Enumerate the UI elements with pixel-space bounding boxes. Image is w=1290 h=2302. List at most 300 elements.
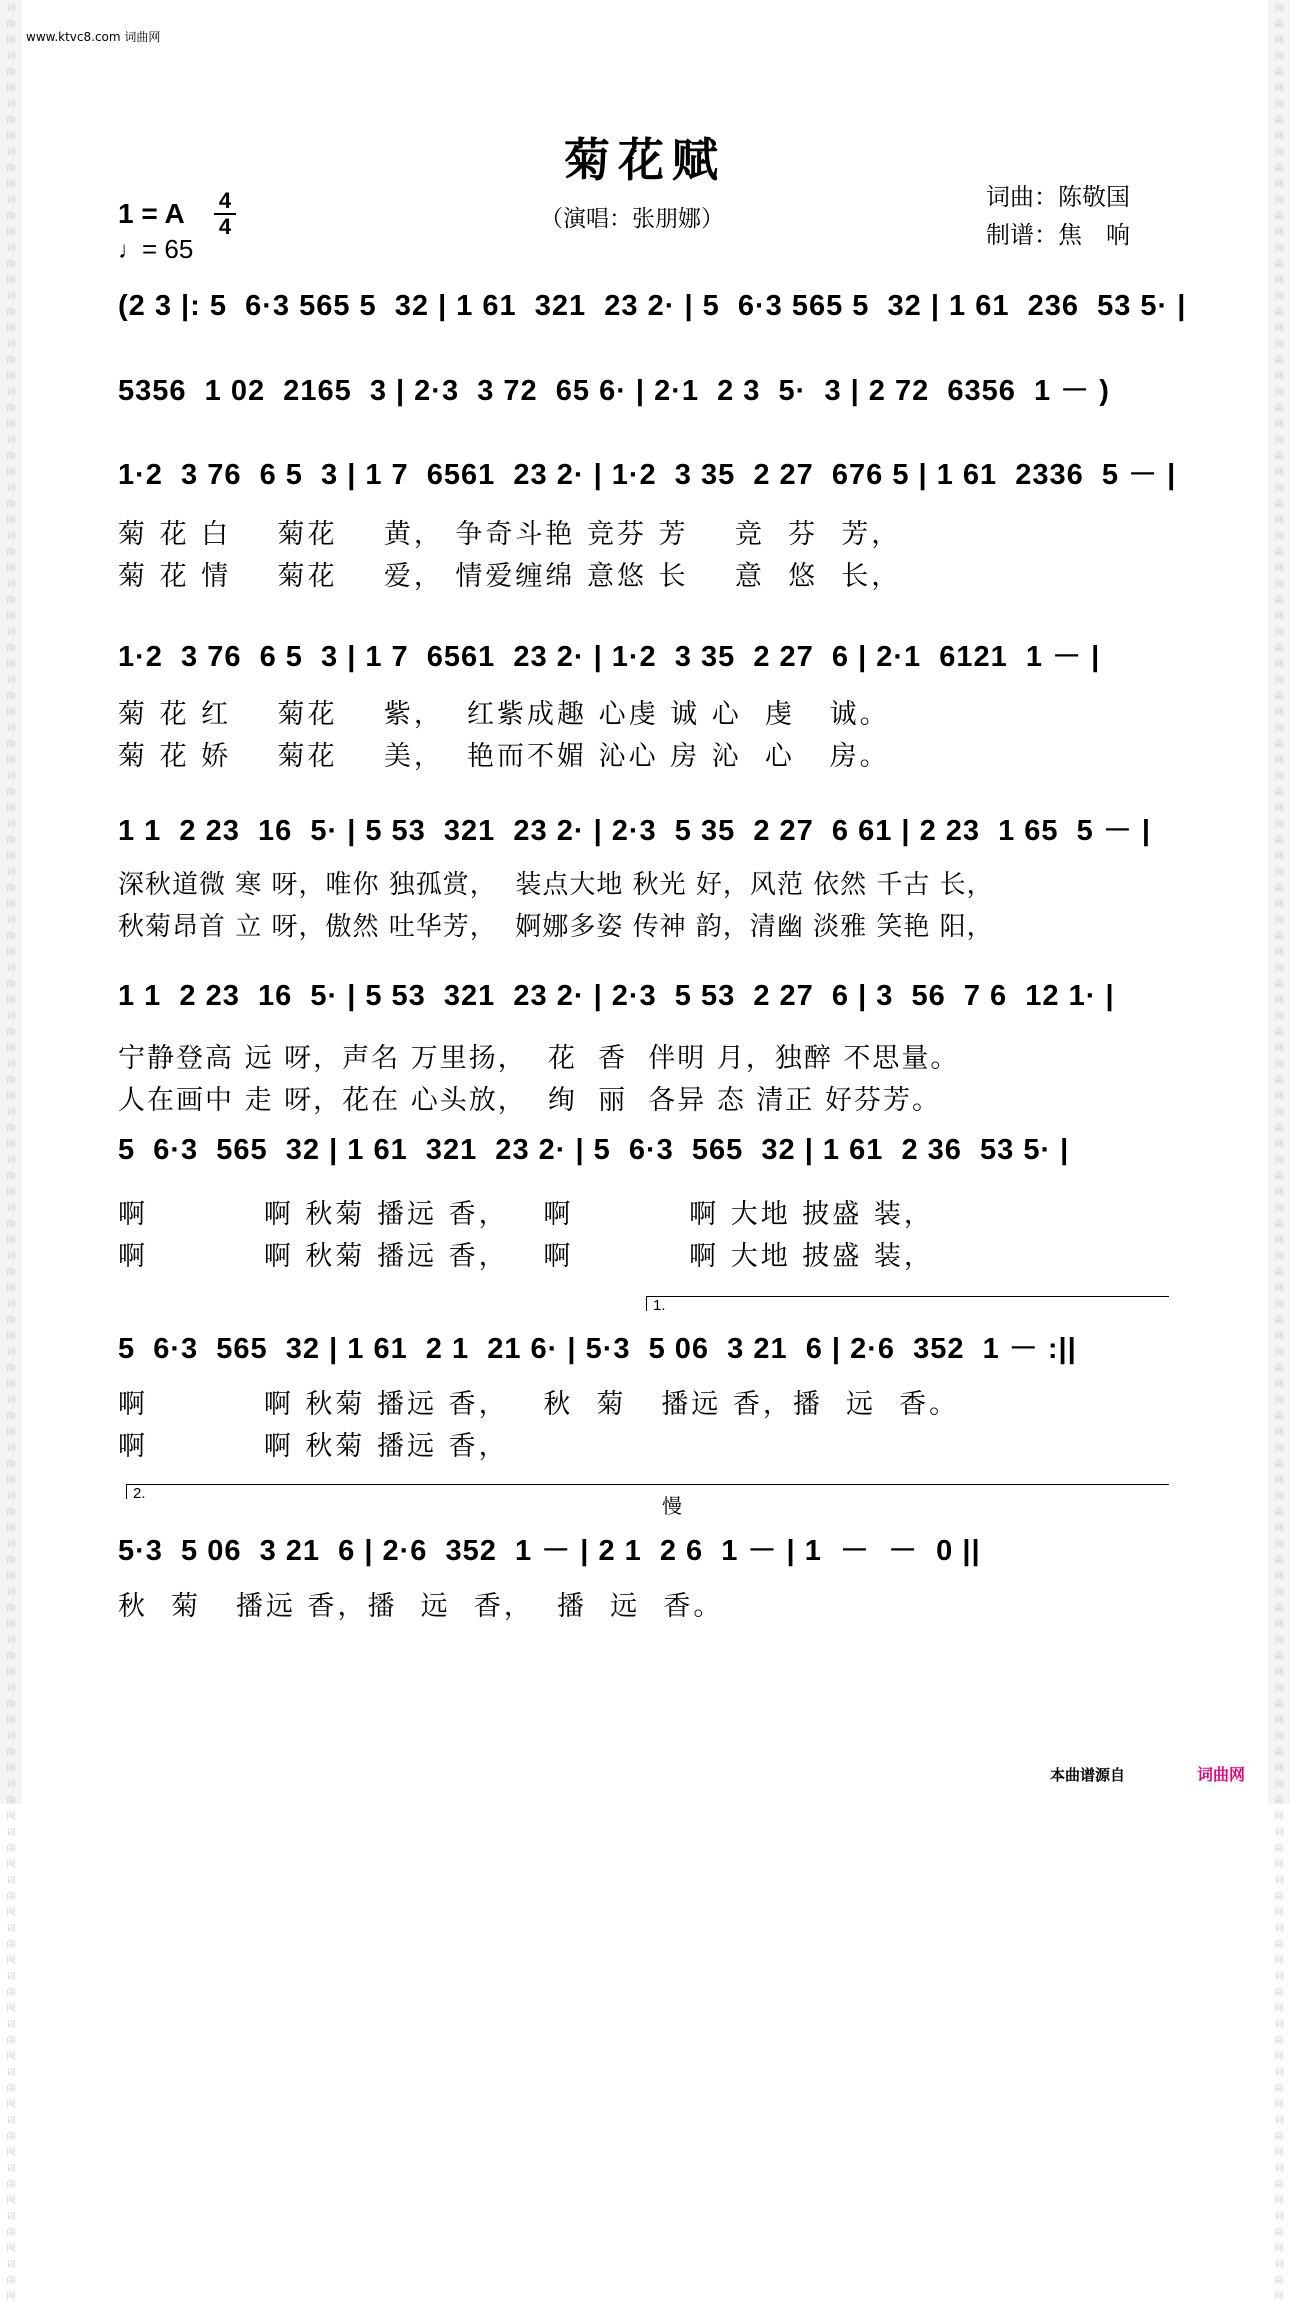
watermark-glyph: 曲 (1274, 20, 1284, 30)
watermark-glyph: 曲 (1274, 1220, 1284, 1230)
watermark-glyph: 网 (1274, 804, 1284, 814)
watermark-glyph: 曲 (6, 1748, 16, 1758)
watermark-glyph: 词 (1274, 1108, 1284, 1118)
watermark-glyph: 词 (1274, 100, 1284, 110)
lyric-verse-2: 啊 啊 秋菊 播远 香， 啊 啊 大地 披盛 装， (118, 1241, 934, 1272)
watermark-glyph: 网 (1274, 1812, 1284, 1822)
watermark-glyph: 网 (1274, 2292, 1284, 2302)
watermark-glyph: 网 (6, 1284, 16, 1294)
watermark-glyph: 曲 (1274, 644, 1284, 654)
watermark-glyph: 网 (6, 2004, 16, 2014)
watermark-glyph: 网 (1274, 1524, 1284, 1534)
watermark-glyph: 网 (6, 2148, 16, 2158)
watermark-glyph: 网 (6, 1956, 16, 1966)
notation: (2 3 |: 5 6·3 565 5 32 | 1 61 321 23 2· | 5 6·3 565 5 32 | 1 61 236 53 5· | (118, 290, 1187, 322)
watermark-glyph: 曲 (1274, 884, 1284, 894)
watermark-glyph: 曲 (1274, 1796, 1284, 1806)
watermark-glyph: 词 (6, 2212, 16, 2222)
watermark-glyph: 词 (1274, 724, 1284, 734)
watermark-glyph: 网 (6, 756, 16, 766)
watermark-glyph: 词 (6, 2020, 16, 2030)
watermark-glyph: 词 (1274, 1540, 1284, 1550)
watermark-glyph: 词 (6, 772, 16, 782)
watermark-glyph: 词 (6, 292, 16, 302)
watermark-glyph: 词 (1274, 2260, 1284, 2270)
watermark-glyph: 网 (6, 612, 16, 622)
watermark-glyph: 曲 (1274, 1604, 1284, 1614)
watermark-glyph: 曲 (6, 1892, 16, 1902)
watermark-glyph: 曲 (6, 836, 16, 846)
watermark-glyph: 网 (6, 1716, 16, 1726)
watermark-glyph: 曲 (6, 452, 16, 462)
lyric-verse-1: 啊 啊 秋菊 播远 香， 啊 啊 大地 披盛 装， (118, 1199, 934, 1230)
watermark-glyph: 网 (1274, 228, 1284, 238)
watermark-glyph: 网 (1274, 1428, 1284, 1438)
watermark-glyph: 曲 (6, 980, 16, 990)
score-line-3 (118, 452, 1177, 602)
watermark-glyph: 曲 (6, 1988, 16, 1998)
watermark-glyph: 网 (6, 228, 16, 238)
lyric-verse-2: 菊 花 情 菊花 爱， 情爱缠绵 意悠 长 意 悠 长， (118, 561, 902, 592)
watermark-glyph: 网 (6, 1620, 16, 1630)
watermark-glyph: 曲 (1274, 1460, 1284, 1470)
watermark-glyph: 曲 (6, 1172, 16, 1182)
watermark-glyph: 网 (1274, 2100, 1284, 2110)
watermark-glyph: 词 (1274, 1252, 1284, 1262)
watermark-glyph: 网 (6, 468, 16, 478)
watermark-glyph: 词 (6, 1060, 16, 1070)
watermark-glyph: 曲 (1274, 68, 1284, 78)
watermark-glyph: 词 (6, 1732, 16, 1742)
watermark-glyph: 网 (6, 1908, 16, 1918)
watermark-glyph: 网 (1274, 1764, 1284, 1774)
watermark-glyph: 词 (6, 4, 16, 14)
watermark-glyph: 词 (1274, 1876, 1284, 1886)
watermark-glyph: 网 (6, 1860, 16, 1870)
watermark-glyph: 词 (6, 1972, 16, 1982)
watermark-glyph: 曲 (6, 1844, 16, 1854)
watermark-glyph: 网 (6, 948, 16, 958)
watermark-glyph: 网 (6, 900, 16, 910)
watermark-glyph: 词 (1274, 196, 1284, 206)
second-ending-bracket: 2. (126, 1484, 1169, 1499)
watermark-glyph: 网 (6, 1572, 16, 1582)
watermark-glyph: 网 (6, 1812, 16, 1822)
watermark-glyph: 网 (6, 2292, 16, 2302)
watermark-glyph: 曲 (6, 740, 16, 750)
watermark-glyph: 曲 (6, 1268, 16, 1278)
watermark-glyph: 词 (6, 244, 16, 254)
watermark-glyph: 曲 (1274, 116, 1284, 126)
watermark-glyph: 网 (6, 1524, 16, 1534)
watermark-glyph: 词 (6, 916, 16, 926)
watermark-glyph: 曲 (6, 1028, 16, 1038)
score-line-1 (118, 290, 1187, 360)
watermark-glyph: 网 (6, 1380, 16, 1390)
notation: 5356 1 02 2165 3 | 2·3 3 72 65 6· | 2·1 2 3 5· 3 | 2 72 6356 1 － ) (118, 375, 1110, 407)
notation: 1·2 3 76 6 5 3 | 1 7 6561 23 2· | 1·2 3 35 2 27 676 5 | 1 61 2336 5 － | (118, 459, 1177, 491)
watermark-glyph: 曲 (1274, 452, 1284, 462)
watermark-glyph: 曲 (1274, 1892, 1284, 1902)
watermark-glyph: 网 (1274, 1140, 1284, 1150)
watermark-glyph: 词 (1274, 1204, 1284, 1214)
watermark-glyph: 词 (1274, 2020, 1284, 2030)
watermark-glyph: 曲 (6, 1364, 16, 1374)
watermark-glyph: 曲 (6, 1508, 16, 1518)
singer-credit: （演唱：张朋娜） (540, 206, 724, 232)
watermark-glyph: 词 (1274, 532, 1284, 542)
watermark-glyph: 词 (6, 820, 16, 830)
watermark-glyph: 曲 (6, 1076, 16, 1086)
watermark-glyph: 词 (1274, 868, 1284, 878)
watermark-glyph: 词 (6, 1876, 16, 1886)
lyric-verse-2: 秋菊昂首 立 呀，傲然 吐华芳， 婀娜多姿 传神 韵，清幽 淡雅 笑艳 阳， (118, 912, 994, 942)
watermark-glyph: 词 (1274, 916, 1284, 926)
watermark-glyph: 网 (6, 1428, 16, 1438)
footer-site-link[interactable]: 词曲网 (1197, 1765, 1246, 1784)
watermark-glyph: 网 (6, 516, 16, 526)
watermark-glyph: 网 (1274, 372, 1284, 382)
watermark-glyph: 词 (6, 388, 16, 398)
tempo-slow-mark: 慢 (662, 1494, 682, 1518)
watermark-glyph: 词 (1274, 2212, 1284, 2222)
watermark-glyph: 网 (1274, 1236, 1284, 1246)
watermark-glyph: 词 (6, 1300, 16, 1310)
watermark-glyph: 曲 (1274, 260, 1284, 270)
watermark-glyph: 词 (6, 1252, 16, 1262)
watermark-glyph: 词 (6, 868, 16, 878)
watermark-glyph: 词 (6, 1348, 16, 1358)
watermark-glyph: 词 (6, 628, 16, 638)
left-watermark-strip (0, 0, 22, 2302)
watermark-glyph: 词 (6, 2068, 16, 2078)
watermark-glyph: 曲 (6, 1796, 16, 1806)
watermark-glyph: 曲 (1274, 2132, 1284, 2142)
watermark-glyph: 曲 (1274, 2180, 1284, 2190)
watermark-glyph: 网 (1274, 1860, 1284, 1870)
watermark-glyph: 曲 (6, 1652, 16, 1662)
watermark-glyph: 曲 (1274, 1076, 1284, 1086)
watermark-glyph: 词 (6, 1828, 16, 1838)
watermark-glyph: 曲 (6, 164, 16, 174)
watermark-glyph: 词 (6, 2164, 16, 2174)
time-top: 4 (218, 188, 232, 213)
lyric-verse-1: 菊 花 白 菊花 黄， 争奇斗艳 竞芬 芳 竞 芬 芳， (118, 519, 902, 550)
lyric-verse-2: 啊 啊 秋菊 播远 香， (118, 1431, 509, 1462)
watermark-glyph: 曲 (6, 260, 16, 270)
watermark-glyph: 网 (1274, 900, 1284, 910)
watermark-glyph: 词 (1274, 1012, 1284, 1022)
watermark-glyph: 网 (6, 1092, 16, 1102)
watermark-glyph: 曲 (1274, 1940, 1284, 1950)
source-url[interactable]: www.ktvc8.com 词曲网 (26, 30, 161, 44)
watermark-glyph: 曲 (1274, 1700, 1284, 1710)
watermark-glyph: 网 (1274, 516, 1284, 526)
watermark-glyph: 网 (1274, 1668, 1284, 1678)
watermark-glyph: 曲 (6, 2084, 16, 2094)
lyric-verse-1: 宁静登高 远 呀，声名 万里扬， 花 香 伴明 月，独醉 不思量。 (118, 1043, 960, 1074)
lyricist-composer: 词曲：陈敬国 (986, 183, 1130, 211)
watermark-glyph: 曲 (1274, 1844, 1284, 1854)
watermark-glyph: 曲 (6, 692, 16, 702)
watermark-glyph: 网 (1274, 84, 1284, 94)
watermark-glyph: 词 (1274, 52, 1284, 62)
notation: 5 6·3 565 32 | 1 61 2 1 21 6· | 5·3 5 06 3 21 6 | 2·6 352 1 － :|| (118, 1333, 1077, 1365)
watermark-glyph: 曲 (6, 1124, 16, 1134)
watermark-glyph: 网 (1274, 1620, 1284, 1630)
notation: 1 1 2 23 16 5· | 5 53 321 23 2· | 2·3 5 35 2 27 6 61 | 2 23 1 65 5 － | (118, 815, 1152, 847)
watermark-glyph: 曲 (6, 788, 16, 798)
watermark-glyph: 曲 (6, 644, 16, 654)
notation: 5 6·3 565 32 | 1 61 321 23 2· | 5 6·3 565 32 | 1 61 2 36 53 5· | (118, 1134, 1070, 1166)
watermark-glyph: 网 (1274, 1044, 1284, 1054)
credits (986, 178, 1130, 254)
watermark-glyph: 网 (6, 1764, 16, 1774)
watermark-glyph: 曲 (1274, 1172, 1284, 1182)
watermark-glyph: 词 (1274, 820, 1284, 830)
watermark-glyph: 词 (6, 148, 16, 158)
watermark-glyph: 曲 (1274, 356, 1284, 366)
watermark-glyph: 词 (1274, 4, 1284, 14)
watermark-glyph: 词 (6, 580, 16, 590)
watermark-glyph: 词 (1274, 340, 1284, 350)
watermark-glyph: 曲 (6, 2228, 16, 2238)
watermark-glyph: 曲 (1274, 1748, 1284, 1758)
watermark-glyph: 词 (6, 340, 16, 350)
watermark-glyph: 词 (6, 484, 16, 494)
watermark-glyph: 词 (6, 1588, 16, 1598)
watermark-glyph: 网 (6, 1236, 16, 1246)
watermark-glyph: 网 (6, 180, 16, 190)
notation: 1·2 3 76 6 5 3 | 1 7 6561 23 2· | 1·2 3 35 2 27 6 | 2·1 6121 1 － | (118, 641, 1101, 673)
watermark-glyph: 网 (6, 660, 16, 670)
score-line-8 (118, 1326, 1173, 1476)
watermark-glyph: 词 (1274, 292, 1284, 302)
watermark-glyph: 词 (6, 1540, 16, 1550)
watermark-glyph: 词 (1274, 1300, 1284, 1310)
lyric-verse-1: 菊 花 红 菊花 紫， 红紫成趣 心虔 诚 心 虔 诚。 (118, 699, 890, 730)
notation: 5·3 5 06 3 21 6 | 2·6 352 1 － | 2 1 2 6 1 － | 1 － － 0 || (118, 1535, 981, 1567)
watermark-glyph: 曲 (1274, 2084, 1284, 2094)
watermark-glyph: 曲 (6, 1460, 16, 1470)
watermark-glyph: 曲 (6, 20, 16, 30)
watermark-glyph: 曲 (1274, 740, 1284, 750)
watermark-glyph: 词 (6, 532, 16, 542)
watermark-glyph: 词 (6, 724, 16, 734)
watermark-glyph: 网 (1274, 948, 1284, 958)
tempo-value: = 65 (142, 234, 194, 264)
score-line-6 (118, 980, 1173, 1130)
watermark-glyph: 网 (1274, 2052, 1284, 2062)
watermark-glyph: 词 (1274, 1444, 1284, 1454)
watermark-glyph: 词 (1274, 388, 1284, 398)
watermark-glyph: 网 (1274, 132, 1284, 142)
watermark-glyph: 曲 (6, 884, 16, 894)
watermark-glyph: 词 (1274, 1972, 1284, 1982)
lyric-verse-2: 菊 花 娇 菊花 美， 艳而不媚 沁心 房 沁 心 房。 (118, 741, 890, 772)
watermark-glyph: 曲 (6, 2180, 16, 2190)
watermark-glyph: 网 (6, 2196, 16, 2206)
watermark-glyph: 网 (6, 1044, 16, 1054)
song-title: 菊花赋 (564, 133, 726, 187)
watermark-glyph: 词 (1274, 1348, 1284, 1358)
watermark-glyph: 曲 (1274, 1652, 1284, 1662)
watermark-glyph: 曲 (6, 356, 16, 366)
right-watermark-strip (1268, 0, 1290, 2302)
watermark-glyph: 网 (1274, 756, 1284, 766)
watermark-glyph: 网 (6, 84, 16, 94)
watermark-glyph: 曲 (1274, 596, 1284, 606)
watermark-glyph: 词 (6, 1684, 16, 1694)
key-signature: 1 = A (118, 198, 185, 229)
watermark-glyph: 网 (1274, 660, 1284, 670)
watermark-glyph: 曲 (1274, 1316, 1284, 1326)
score-line-5 (118, 808, 1173, 958)
watermark-glyph: 曲 (1274, 2276, 1284, 2286)
watermark-glyph: 曲 (6, 548, 16, 558)
watermark-glyph: 网 (1274, 2148, 1284, 2158)
watermark-glyph: 曲 (1274, 836, 1284, 846)
watermark-glyph: 网 (6, 372, 16, 382)
watermark-glyph: 词 (1274, 1732, 1284, 1742)
watermark-glyph: 网 (6, 564, 16, 574)
score-line-2 (118, 368, 1173, 438)
watermark-glyph: 网 (6, 996, 16, 1006)
watermark-glyph: 词 (1274, 2164, 1284, 2174)
watermark-glyph: 词 (6, 1156, 16, 1166)
watermark-glyph: 曲 (6, 932, 16, 942)
watermark-glyph: 网 (6, 708, 16, 718)
watermark-glyph: 词 (6, 436, 16, 446)
watermark-glyph: 曲 (6, 1412, 16, 1422)
watermark-glyph: 网 (1274, 2196, 1284, 2206)
watermark-glyph: 词 (1274, 1828, 1284, 1838)
watermark-glyph: 词 (1274, 2068, 1284, 2078)
lyric-verse-1: 啊 啊 秋菊 播远 香， 秋 菊 播远 香，播 远 香。 (118, 1389, 960, 1420)
watermark-glyph: 网 (1274, 1092, 1284, 1102)
watermark-glyph: 网 (1274, 1956, 1284, 1966)
watermark-glyph: 曲 (1274, 1124, 1284, 1134)
watermark-glyph: 词 (1274, 484, 1284, 494)
watermark-glyph: 曲 (1274, 788, 1284, 798)
watermark-glyph: 网 (6, 1476, 16, 1486)
watermark-glyph: 网 (1274, 1476, 1284, 1486)
watermark-glyph: 曲 (6, 308, 16, 318)
watermark-glyph: 词 (6, 1780, 16, 1790)
watermark-glyph: 网 (1274, 1284, 1284, 1294)
watermark-glyph: 曲 (6, 1556, 16, 1566)
watermark-glyph: 词 (1274, 1588, 1284, 1598)
time-bottom: 4 (218, 214, 232, 239)
watermark-glyph: 词 (1274, 1636, 1284, 1646)
watermark-glyph: 词 (6, 1012, 16, 1022)
watermark-glyph: 曲 (1274, 1268, 1284, 1278)
watermark-glyph: 词 (1274, 628, 1284, 638)
watermark-glyph: 网 (6, 1332, 16, 1342)
watermark-glyph: 曲 (1274, 1028, 1284, 1038)
watermark-glyph: 网 (1274, 564, 1284, 574)
watermark-glyph: 网 (1274, 180, 1284, 190)
watermark-glyph: 词 (1274, 964, 1284, 974)
notation: 1 1 2 23 16 5· | 5 53 321 23 2· | 2·3 5 53 2 27 6 | 3 56 7 6 12 1· | (118, 980, 1115, 1012)
watermark-glyph: 曲 (6, 1316, 16, 1326)
watermark-glyph: 网 (1274, 1380, 1284, 1390)
watermark-glyph: 曲 (6, 2036, 16, 2046)
watermark-glyph: 曲 (6, 212, 16, 222)
watermark-glyph: 曲 (6, 1220, 16, 1230)
watermark-glyph: 网 (6, 1140, 16, 1150)
watermark-glyph: 网 (6, 2100, 16, 2110)
watermark-glyph: 词 (6, 100, 16, 110)
watermark-glyph: 曲 (1274, 980, 1284, 990)
watermark-glyph: 曲 (1274, 932, 1284, 942)
watermark-glyph: 词 (6, 1396, 16, 1406)
watermark-glyph: 网 (1274, 2244, 1284, 2254)
watermark-glyph: 网 (1274, 420, 1284, 430)
watermark-glyph: 曲 (1274, 692, 1284, 702)
watermark-glyph: 词 (6, 1204, 16, 1214)
watermark-glyph: 曲 (1274, 500, 1284, 510)
score-line-7 (118, 1134, 1173, 1284)
watermark-glyph: 曲 (6, 2276, 16, 2286)
watermark-glyph: 词 (6, 196, 16, 206)
footer-source-label: 本曲谱源自 (1050, 1766, 1126, 1784)
watermark-glyph: 网 (1274, 2004, 1284, 2014)
watermark-glyph: 网 (1274, 1572, 1284, 1582)
watermark-glyph: 词 (1274, 1492, 1284, 1502)
watermark-glyph: 曲 (6, 1940, 16, 1950)
watermark-glyph: 词 (1274, 1060, 1284, 1070)
watermark-glyph: 曲 (1274, 308, 1284, 318)
watermark-glyph: 词 (1274, 1684, 1284, 1694)
watermark-glyph: 曲 (1274, 548, 1284, 558)
watermark-glyph: 网 (6, 2244, 16, 2254)
watermark-glyph: 词 (6, 676, 16, 686)
watermark-glyph: 曲 (1274, 2036, 1284, 2046)
watermark-glyph: 网 (6, 420, 16, 430)
watermark-glyph: 网 (1274, 996, 1284, 1006)
quarter-note-icon: ♩ (118, 237, 142, 264)
watermark-glyph: 曲 (6, 2132, 16, 2142)
watermark-glyph: 词 (6, 2260, 16, 2270)
lyric-verse-1: 深秋道微 寒 呀，唯你 独孤赏， 装点大地 秋光 好，风范 依然 千古 长， (118, 870, 994, 900)
watermark-glyph: 词 (6, 2116, 16, 2126)
watermark-glyph: 曲 (1274, 164, 1284, 174)
watermark-glyph: 词 (1274, 676, 1284, 686)
score-line-4 (118, 634, 1173, 784)
watermark-glyph: 曲 (1274, 1988, 1284, 1998)
watermark-glyph: 词 (6, 1924, 16, 1934)
watermark-glyph: 词 (6, 1108, 16, 1118)
watermark-glyph: 词 (6, 964, 16, 974)
watermark-glyph: 词 (6, 1492, 16, 1502)
watermark-glyph: 网 (1274, 852, 1284, 862)
watermark-glyph: 词 (1274, 1396, 1284, 1406)
watermark-glyph: 网 (6, 1188, 16, 1198)
watermark-glyph: 网 (1274, 36, 1284, 46)
watermark-glyph: 网 (1274, 1332, 1284, 1342)
lyric-verse-2: 人在画中 走 呀，花在 心头放， 绚 丽 各异 态 清正 好芬芳。 (118, 1085, 941, 1116)
watermark-glyph: 词 (1274, 148, 1284, 158)
watermark-glyph: 网 (1274, 1188, 1284, 1198)
watermark-glyph: 网 (6, 276, 16, 286)
watermark-glyph: 词 (6, 1636, 16, 1646)
watermark-glyph: 曲 (6, 68, 16, 78)
tempo-marking (118, 234, 193, 265)
watermark-glyph: 曲 (6, 1700, 16, 1710)
watermark-glyph: 曲 (1274, 1364, 1284, 1374)
watermark-glyph: 曲 (1274, 1412, 1284, 1422)
